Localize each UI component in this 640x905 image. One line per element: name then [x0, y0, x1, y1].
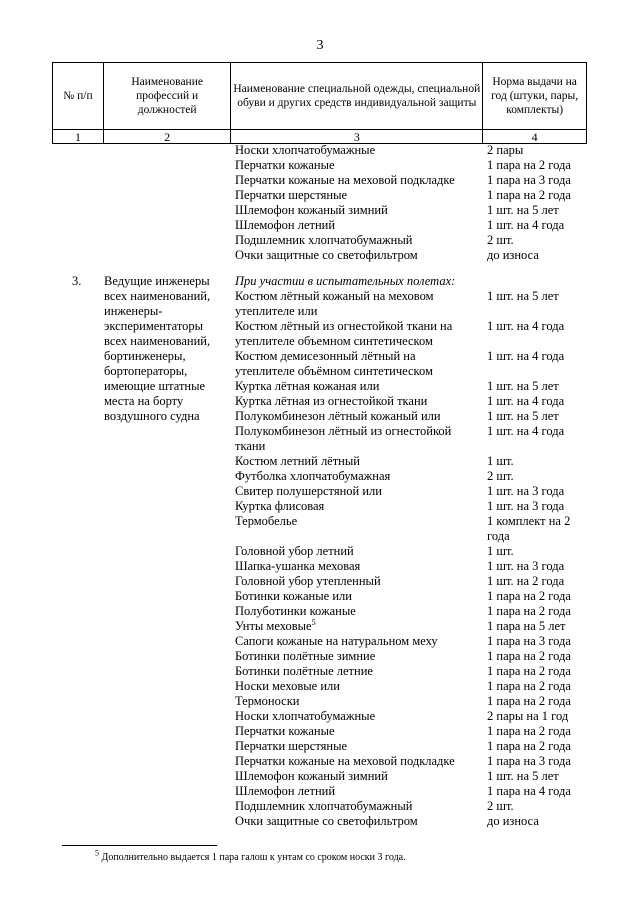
- item-norm: 1 шт. на 5 лет: [487, 379, 559, 393]
- item-norm: [487, 364, 571, 379]
- item-norm: 1 пара на 2 года: [487, 589, 571, 603]
- item-name: Перчатки кожаные: [235, 724, 335, 738]
- item-norm: 1 пара на 2 года: [487, 158, 571, 172]
- block1-item-norms: [487, 143, 571, 263]
- header-col-norm: Норма выдачи на год (штуки, пары, комплекты): [483, 63, 587, 130]
- item-norm: 1 пара на 2 года: [487, 694, 571, 708]
- item-name: ткани: [235, 439, 266, 453]
- item-name: Полуботинки кожаные: [235, 604, 356, 618]
- item-name: Полукомбинезон лётный кожаный или: [235, 409, 441, 423]
- item-norm: 1 шт. на 4 года: [487, 218, 565, 232]
- item-name: Головной убор летний: [235, 544, 354, 558]
- item-name: Перчатки шерстяные: [235, 739, 348, 753]
- profession-line: Ведущие инженеры: [104, 274, 210, 288]
- item-norm: 1 шт. на 4 года: [487, 394, 565, 408]
- footnote-text: Дополнительно выдается 1 пара галош к унтам со сроком носки 3 года.: [101, 852, 406, 863]
- item-name: Ботинки кожаные или: [235, 589, 352, 603]
- profession-line: места на борту: [104, 394, 184, 408]
- item-norm: 1 шт. на 4 года: [487, 349, 565, 363]
- profession-line: инженеры-: [104, 304, 163, 318]
- section3-item-norms: [487, 289, 571, 829]
- footnote-mark: 5: [95, 848, 99, 858]
- item-norm: 1 пара на 5 лет: [487, 619, 566, 633]
- profession-line: экспериментаторы: [104, 319, 204, 333]
- footnote-separator: [62, 845, 217, 846]
- item-norm: 1 пара на 3 года: [487, 754, 571, 768]
- table-header: [52, 62, 587, 144]
- item-name: Перчатки кожаные на меховой подкладке: [235, 754, 455, 768]
- item-name: утеплителе или: [235, 304, 318, 318]
- item-norm: 2 пары на 1 год: [487, 709, 569, 723]
- profession-line: всех наименований,: [104, 334, 211, 348]
- item-name: Куртка флисовая: [235, 499, 325, 513]
- header-col-number: № п/п: [53, 63, 104, 130]
- item-norm: 1 шт. на 5 лет: [487, 203, 559, 217]
- item-norm: 1 шт. на 4 года: [487, 319, 565, 333]
- item-name: Костюм лётный из огнестойкой ткани на: [235, 319, 453, 333]
- item-norm: 1 шт. на 3 года: [487, 484, 565, 498]
- item-name: Перчатки кожаные на меховой подкладке: [235, 173, 455, 187]
- item-norm: до износа: [487, 814, 539, 828]
- header-col-item: Наименование специальной одежды, специальной обуви и других средств индивидуальной защиты: [231, 63, 483, 130]
- item-norm: 1 шт. на 3 года: [487, 559, 565, 573]
- item-norm: 1 пара на 2 года: [487, 679, 571, 693]
- section-subheading: При участии в испытательных полетах:: [235, 274, 456, 288]
- header-num-4: 4: [483, 130, 587, 144]
- profession-line: бортинженеры,: [104, 349, 186, 363]
- item-norm: 1 шт. на 2 года: [487, 574, 565, 588]
- item-name: Костюм летний лётный: [235, 454, 360, 468]
- item-name: Шлемофон кожаный зимний: [235, 769, 388, 783]
- item-name: Головной убор утепленный: [235, 574, 381, 588]
- profession-line: имеющие штатные: [104, 379, 206, 393]
- item-name: Ботинки полётные летние: [235, 664, 373, 678]
- item-norm: 2 пары: [487, 143, 524, 157]
- item-name: Ботинки полётные зимние: [235, 649, 376, 663]
- item-name: Шлемофон летний: [235, 784, 336, 798]
- header-col-profession: Наименование профессий и должностей: [103, 63, 230, 130]
- item-norm: года: [487, 529, 510, 543]
- item-norm: 1 шт. на 3 года: [487, 499, 565, 513]
- item-name: Футболка хлопчатобумажная: [235, 469, 391, 483]
- profession-line: воздушного судна: [104, 409, 200, 423]
- item-name: Очки защитные со светофильтром: [235, 248, 418, 262]
- item-name: Термобелье: [235, 514, 298, 528]
- item-name: Перчатки кожаные: [235, 158, 335, 172]
- item-norm: 1 пара на 4 года: [487, 784, 571, 798]
- item-norm: 2 шт.: [487, 233, 514, 247]
- item-norm: 1 комплект на 2: [487, 514, 571, 528]
- item-norm: 1 шт. на 5 лет: [487, 769, 559, 783]
- item-name: Носки хлопчатобумажные: [235, 709, 376, 723]
- footnote: [95, 848, 406, 863]
- item-name: Костюм демисезонный лётный на: [235, 349, 416, 363]
- item-name: Очки защитные со светофильтром: [235, 814, 418, 828]
- item-norm: 1 шт. на 4 года: [487, 424, 565, 438]
- item-norm: до износа: [487, 248, 539, 262]
- item-name: Носки меховые или: [235, 679, 340, 693]
- item-name: Термоноски: [235, 694, 300, 708]
- item-name: Шапка-ушанка меховая: [235, 559, 361, 573]
- item-norm: 1 пара на 2 года: [487, 664, 571, 678]
- profession-line: бортоператоры,: [104, 364, 188, 378]
- item-norm: 1 пара на 2 года: [487, 649, 571, 663]
- item-norm: [487, 439, 571, 454]
- item-name-unty-text: Унты меховые: [235, 619, 312, 633]
- item-norm: 1 пара на 3 года: [487, 173, 571, 187]
- block1-item-names: [235, 143, 455, 263]
- item-name: Свитер полушерстяной или: [235, 484, 382, 498]
- item-norm: 1 пара на 2 года: [487, 188, 571, 202]
- section3-item-names: [235, 274, 455, 829]
- item-norm: 1 шт.: [487, 544, 514, 558]
- item-name: Подшлемник хлопчатобумажный: [235, 233, 413, 247]
- section-number: [72, 274, 81, 289]
- item-norm: 1 пара на 2 года: [487, 724, 571, 738]
- item-name: Сапоги кожаные на натуральном меху: [235, 634, 438, 648]
- item-name: [235, 529, 455, 544]
- item-norm: [487, 334, 571, 349]
- item-name: Перчатки шерстяные: [235, 188, 348, 202]
- section-number-text: 3.: [72, 274, 82, 288]
- item-norm: 1 пара на 2 года: [487, 739, 571, 753]
- item-norm: 1 шт. на 5 лет: [487, 409, 559, 423]
- item-norm: 1 пара на 2 года: [487, 604, 571, 618]
- page-number: 3: [316, 38, 324, 53]
- item-name: утеплителе объемном синтетическом: [235, 334, 433, 348]
- header-num-3: 3: [231, 130, 483, 144]
- profession-line: всех наименований,: [104, 289, 211, 303]
- item-norm: [487, 304, 571, 319]
- item-name: Куртка лётная из огнестойкой ткани: [235, 394, 428, 408]
- header-num-1: 1: [53, 130, 104, 144]
- item-name: Шлемофон летний: [235, 218, 336, 232]
- item-name-unty: [235, 619, 455, 634]
- item-norm: 1 шт.: [487, 454, 514, 468]
- item-name: Шлемофон кожаный зимний: [235, 203, 388, 217]
- item-name: утеплителе объёмном синтетическом: [235, 364, 433, 378]
- section-profession: [104, 274, 210, 424]
- item-norm: 2 шт.: [487, 469, 514, 483]
- item-name: Полукомбинезон лётный из огнестойкой: [235, 424, 452, 438]
- item-name: Костюм лётный кожаный на меховом: [235, 289, 434, 303]
- header-num-2: 2: [103, 130, 230, 144]
- item-norm: 1 пара на 3 года: [487, 634, 571, 648]
- item-name: Носки хлопчатобумажные: [235, 143, 376, 157]
- item-norm: 1 шт. на 5 лет: [487, 289, 559, 303]
- footnote-ref: 5: [311, 617, 316, 627]
- item-norm: 2 шт.: [487, 799, 514, 813]
- item-name: Подшлемник хлопчатобумажный: [235, 799, 413, 813]
- item-name: Куртка лётная кожаная или: [235, 379, 380, 393]
